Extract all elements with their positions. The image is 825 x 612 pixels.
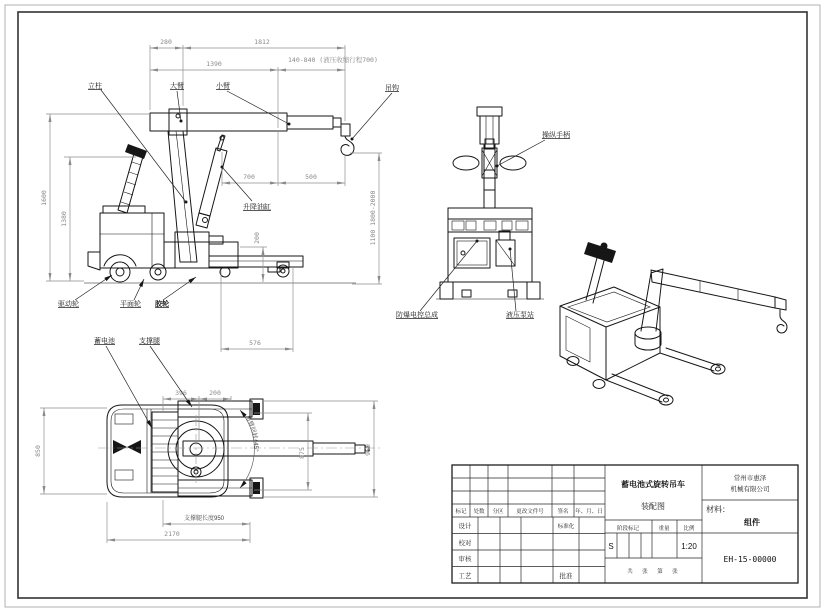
rev-header-doc-no: 更改文件号 [516,509,544,515]
label-swing-note: 吊臂回转±45° [243,414,259,452]
top-view-geometry [98,399,380,498]
dim-leg-length: 支撑腿长度950 [183,516,225,522]
label-hydraulic-pump: 液压泵站 [506,312,534,319]
top-view-labels [94,336,192,428]
label-small-arm: 小臂 [216,83,230,90]
dim-2170: 2170 [164,530,180,538]
rev-header-zone: 分区 [492,509,504,515]
row-design: 设计 [458,523,472,530]
label-rubber-wheel: 胶轮 [155,301,169,308]
scale-label: 比例 [683,526,695,532]
dim-500: 500 [305,173,317,181]
dim-576: 576 [249,339,261,347]
dim-280: 280 [160,38,172,46]
row-process: 工艺 [458,573,472,580]
dim-1812: 1812 [254,38,270,46]
material-label: 材料： [706,505,730,514]
row-standardization: 标准化 [557,524,575,530]
dim-1380: 1380 [60,211,68,227]
dim-950: 950 [364,444,372,456]
dim-200: 200 [209,389,221,397]
product-title: 蓄电池式旋转吊车 [621,480,685,489]
weight-label: 重量 [658,526,670,532]
rev-header-date: 年、月、日 [575,509,603,515]
dim-1390: 1390 [206,60,222,68]
footer-total-label: 共 [627,569,633,575]
rear-view-geometry [436,107,544,299]
stage-value: S [608,542,614,551]
dim-396: 396 [175,389,187,397]
label-control-assembly: 防爆电控总成 [396,312,438,319]
label-operating-handle: 操纵手柄 [542,132,570,139]
isometric-view-geometry [560,242,787,405]
label-battery: 蓄电池 [94,338,115,345]
dim-200-leg: 200 [253,232,261,244]
sheet-name: 装配图 [641,502,665,511]
label-hook: 吊钩 [385,85,399,92]
dim-875: 875 [298,447,306,459]
dim-850: 850 [34,445,42,457]
label-flat-wheel: 平面轮 [120,301,141,308]
dim-hook-range: 1100 1800-2000 [369,190,377,246]
material-value: 组件 [744,518,760,527]
label-big-arm: 大臂 [170,83,184,90]
dim-1600: 1600 [40,190,48,206]
rev-header-mark: 标记 [455,509,467,515]
dim-stroke-note: 140-840 (液压收缩行程700) [288,56,378,64]
company-name-line2: 机械有限公司 [730,486,770,493]
label-column: 立柱 [88,83,102,90]
title-block [452,465,798,583]
rear-view-labels [396,130,570,319]
footer-sheets-label: 张 [642,569,648,575]
dim-700: 700 [243,173,255,181]
label-lift-cylinder: 升降油缸 [243,204,271,211]
label-support-leg: 支撑腿 [139,338,160,345]
rev-header-signature: 签名 [557,509,569,515]
label-drive-wheel: 驱动轮 [58,301,79,308]
company-name-line1: 常州市惠泽 [733,475,767,482]
side-view-geometry [84,109,356,283]
footer-page-label: 第 [657,569,663,575]
row-approve: 批准 [559,573,573,580]
footer-sheet-label: 张 [672,569,678,575]
row-check: 校对 [458,540,472,547]
drawing-number: EH-15-00000 [723,555,777,564]
stage-label: 阶段标记 [616,526,640,532]
row-audit: 审核 [458,556,472,563]
rev-header-count: 处数 [473,509,485,515]
side-view-labels [58,81,399,308]
scale-value: 1:20 [681,542,697,551]
